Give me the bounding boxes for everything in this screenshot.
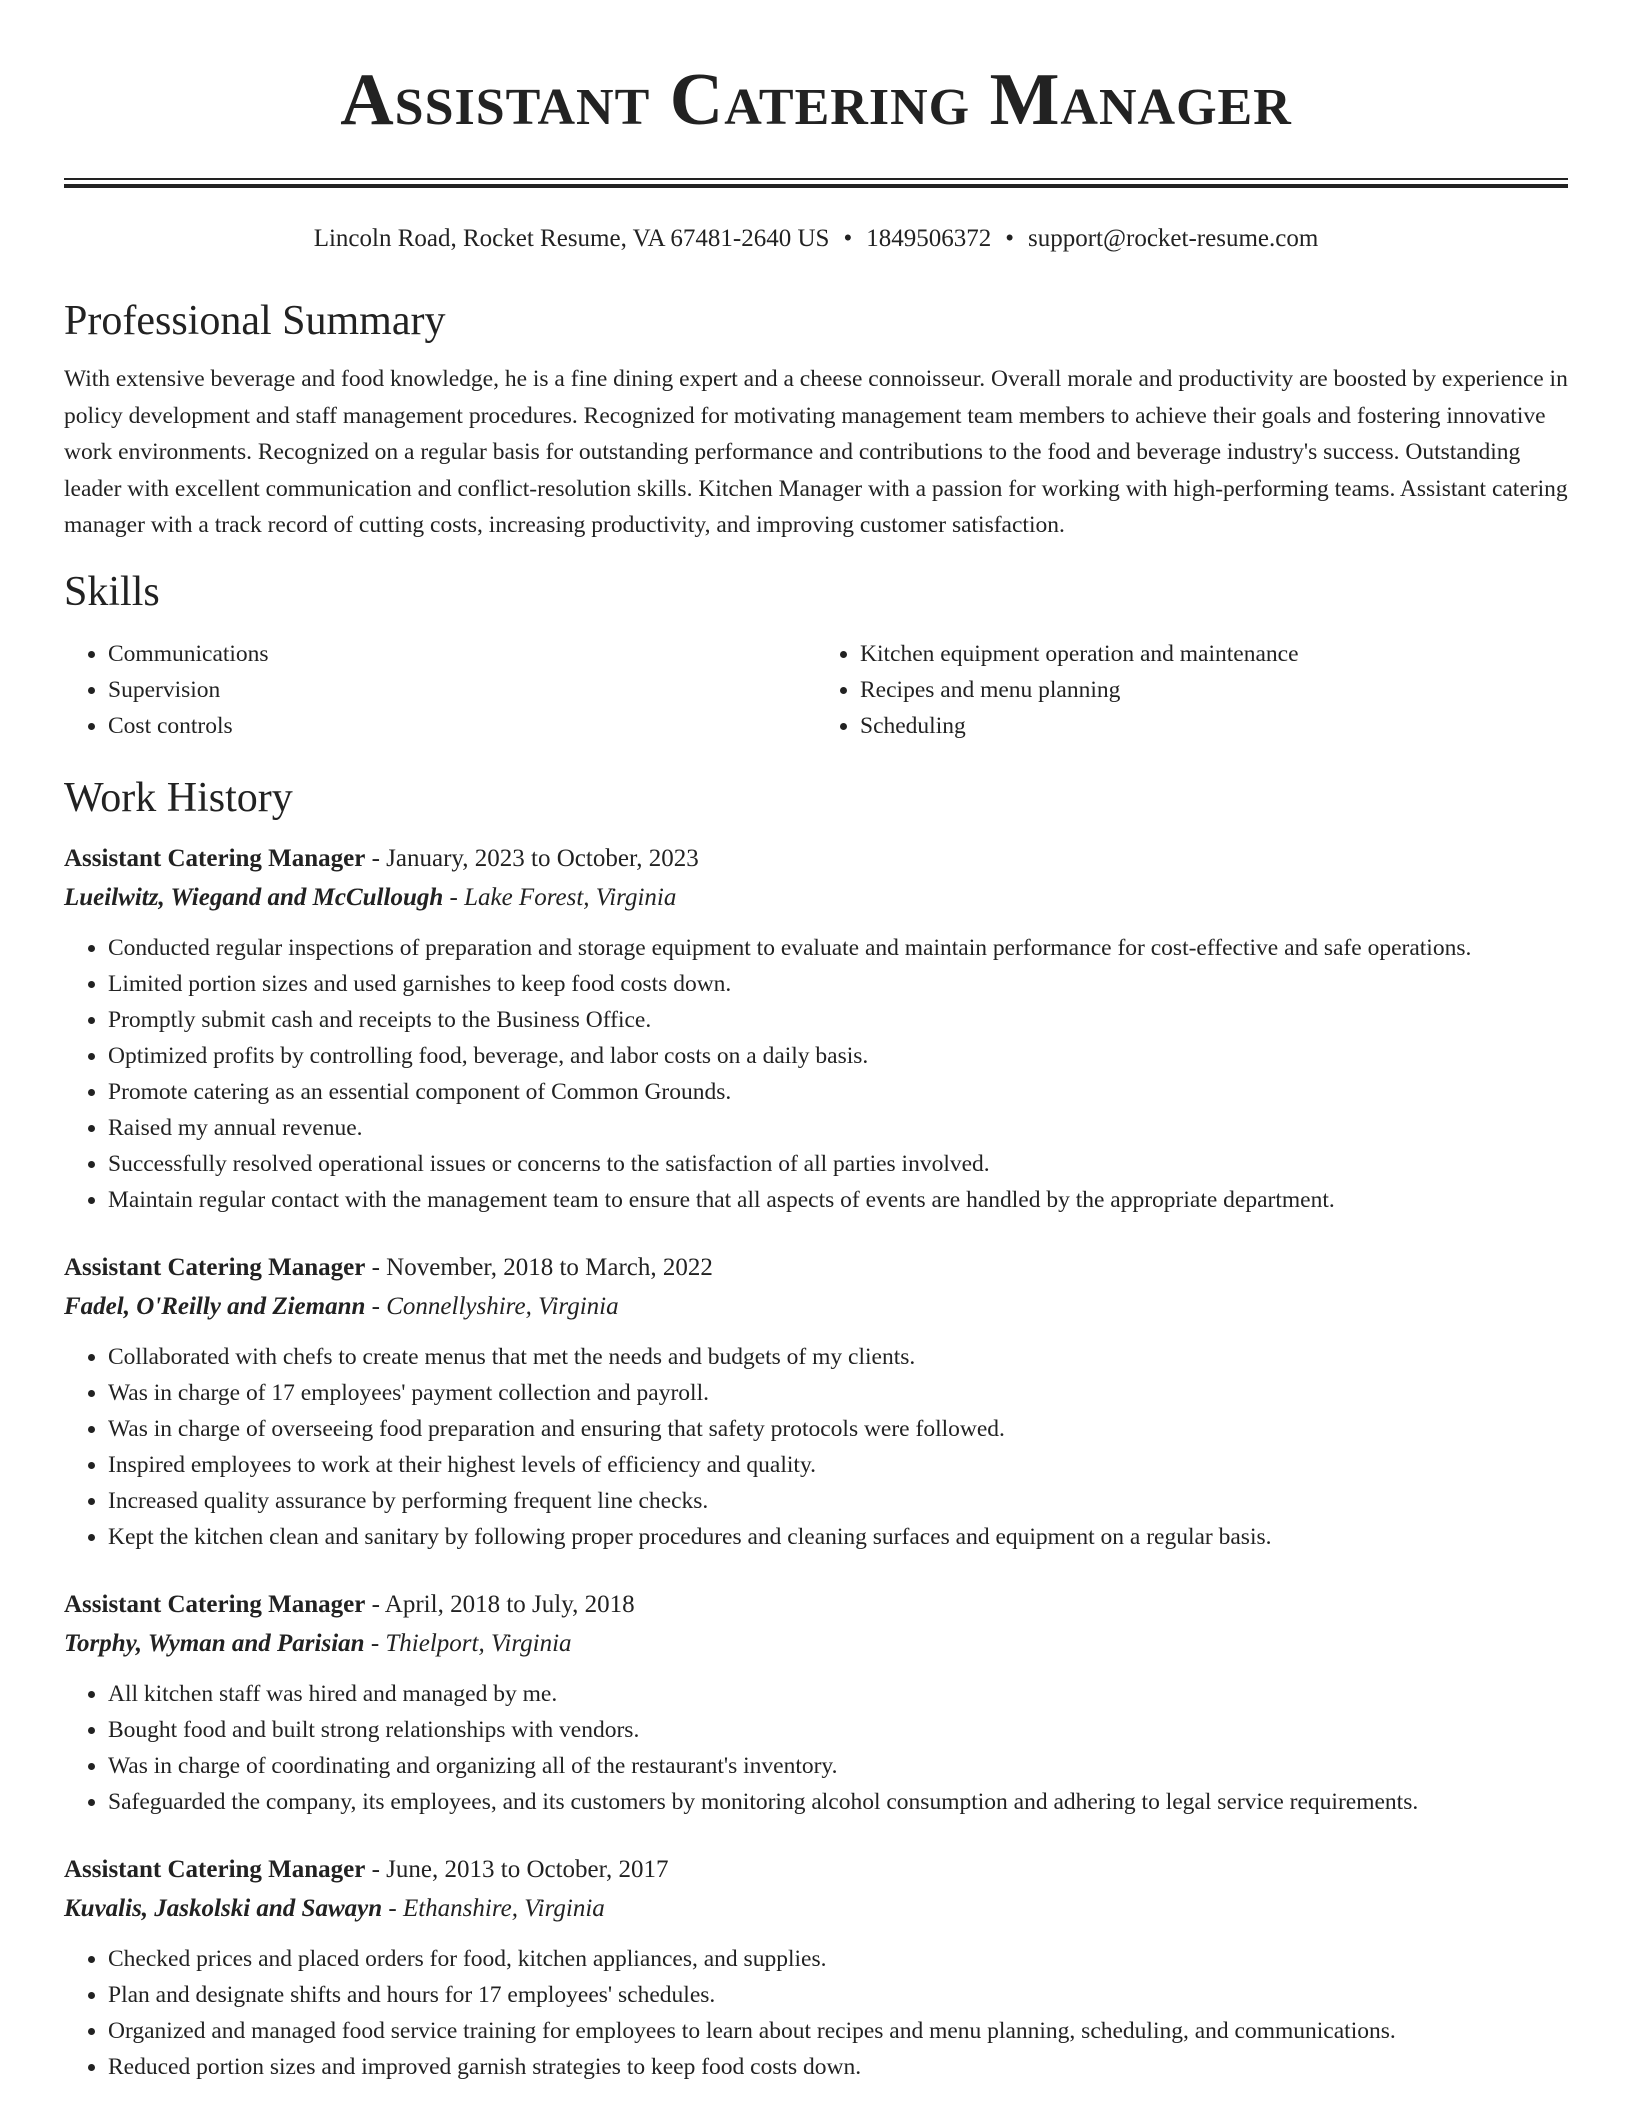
job-entry [64, 1249, 1568, 1555]
skill-item: • Cost controls [108, 708, 816, 744]
job-company: Torphy, Wyman and Parisian [64, 1629, 365, 1657]
contact-separator: • [1005, 225, 1014, 252]
job-role: Assistant Catering Manager [64, 1253, 366, 1281]
job-bullet: • Optimized profits by controlling food, beverage, and labor costs on a daily basis. [108, 1038, 1568, 1074]
job-dates: - June, 2013 to October, 2017 [365, 1855, 669, 1883]
job-company: Fadel, O'Reilly and Ziemann [64, 1292, 366, 1320]
job-bullets [64, 1676, 1568, 1820]
job-role: Assistant Catering Manager [64, 844, 366, 872]
job-bullet: • Limited portion sizes and used garnishes to keep food costs down. [108, 966, 1568, 1002]
contact-separator: • [843, 225, 853, 252]
job-role: Assistant Catering Manager [64, 1590, 366, 1618]
contact-phone: 1849506372 [866, 225, 992, 252]
skills-column-right [816, 636, 1568, 744]
job-dates: - November, 2018 to March, 2022 [365, 1253, 713, 1281]
resume-name: Assistant Catering Manager [340, 59, 1292, 141]
contact-address: Lincoln Road, Rocket Resume, VA 67481-2640 US [313, 225, 830, 252]
job-dates: - April, 2018 to July, 2018 [365, 1590, 635, 1618]
job-company: Kuvalis, Jaskolski and Sawayn [64, 1894, 383, 1922]
job-bullet: • Was in charge of coordinating and organizing all of the restaurant's inventory. [108, 1748, 1568, 1784]
skill-item: • Scheduling [860, 708, 1568, 744]
job-bullet: • Was in charge of overseeing food preparation and ensuring that safety protocols were followed. [108, 1411, 1568, 1447]
skills-column-left [64, 636, 816, 744]
contact-line [64, 223, 1568, 255]
job-bullet: • Raised my annual revenue. [108, 1110, 1568, 1146]
job-bullets [64, 930, 1568, 1218]
job-header [64, 1586, 1568, 1624]
job-location: - Thielport, Virginia [364, 1629, 572, 1657]
job-bullets [64, 1339, 1568, 1555]
skill-item: • Kitchen equipment operation and maintenance [860, 636, 1568, 672]
job-bullet: • Kept the kitchen clean and sanitary by following proper procedures and cleaning surfaces and equipment on a regular basis. [108, 1519, 1568, 1555]
job-company: Lueilwitz, Wiegand and McCullough [64, 883, 444, 911]
job-entry [64, 840, 1568, 1218]
job-bullet: • Maintain regular contact with the management team to ensure that all aspects of events are handled by the appropriate department. [108, 1182, 1568, 1218]
job-bullets [64, 1941, 1568, 2085]
job-bullet: • Safeguarded the company, its employees, and its customers by monitoring alcohol consumption and adhering to legal service requirements. [108, 1784, 1568, 1820]
job-bullet: • Checked prices and placed orders for food, kitchen appliances, and supplies. [108, 1941, 1568, 1977]
header-divider [64, 178, 1568, 188]
job-entry [64, 1586, 1568, 1820]
job-header [64, 840, 1568, 878]
resume-page [64, 0, 1568, 2085]
skills-heading: Skills [64, 568, 160, 615]
job-company-line [64, 1889, 1568, 1929]
skill-item: • Recipes and menu planning [860, 672, 1568, 708]
job-bullet: • Successfully resolved operational issues or concerns to the satisfaction of all parties involved. [108, 1146, 1568, 1182]
job-bullet: • Promote catering as an essential component of Common Grounds. [108, 1074, 1568, 1110]
job-location: - Connellyshire, Virginia [365, 1292, 619, 1320]
job-bullet: • Promptly submit cash and receipts to the Business Office. [108, 1002, 1568, 1038]
job-location: - Lake Forest, Virginia [443, 883, 677, 911]
contact-email[interactable]: support@rocket-resume.com [1027, 225, 1319, 252]
job-bullet: • Collaborated with chefs to create menus that met the needs and budgets of my clients. [108, 1339, 1568, 1375]
job-bullet: • Conducted regular inspections of preparation and storage equipment to evaluate and maintain performance for cost-effective and safe operations. [108, 930, 1568, 966]
skill-item: • Communications [108, 636, 816, 672]
work-history-heading: Work History [64, 774, 293, 821]
job-bullet: • Inspired employees to work at their highest levels of efficiency and quality. [108, 1447, 1568, 1483]
job-bullet: • Plan and designate shifts and hours for 17 employees' schedules. [108, 1977, 1568, 2013]
job-header [64, 1851, 1568, 1889]
job-bullet: • Organized and managed food service training for employees to learn about recipes and menu planning, scheduling, and communications. [108, 2013, 1568, 2049]
skills-list [64, 636, 1568, 744]
summary-text: With extensive beverage and food knowledge, he is a fine dining expert and a cheese connoisseur. Overall morale and productivity are boosted by experience in policy development and staff management procedures. Recognized for motivating management team members to achieve their goals and fostering innovative work environments. Recognized on a regular basis for outstanding performance and contributions to the food and beverage industry's success. Outstanding leader with excellent communication and conflict-resolution skills. Kitchen Manager with a passion for working with high-performing teams. Assistant catering manager with a track record of cutting costs, increasing productivity, and improving customer satisfaction. [64, 366, 1568, 538]
job-bullet: • Was in charge of 17 employees' payment collection and payroll. [108, 1375, 1568, 1411]
job-company-line [64, 878, 1568, 918]
job-bullet: • Bought food and built strong relationships with vendors. [108, 1712, 1568, 1748]
job-bullet: • All kitchen staff was hired and managed by me. [108, 1676, 1568, 1712]
job-bullet: • Reduced portion sizes and improved garnish strategies to keep food costs down. [108, 2049, 1568, 2085]
job-dates: - January, 2023 to October, 2023 [365, 844, 699, 872]
job-bullet: • Increased quality assurance by performing frequent line checks. [108, 1483, 1568, 1519]
job-company-line [64, 1287, 1568, 1327]
job-header [64, 1249, 1568, 1287]
summary-heading: Professional Summary [64, 298, 446, 344]
job-location: - Ethanshire, Virginia [382, 1894, 605, 1922]
skill-item: • Supervision [108, 672, 816, 708]
job-entry [64, 1851, 1568, 2085]
job-role: Assistant Catering Manager [64, 1855, 366, 1883]
job-company-line [64, 1624, 1568, 1664]
